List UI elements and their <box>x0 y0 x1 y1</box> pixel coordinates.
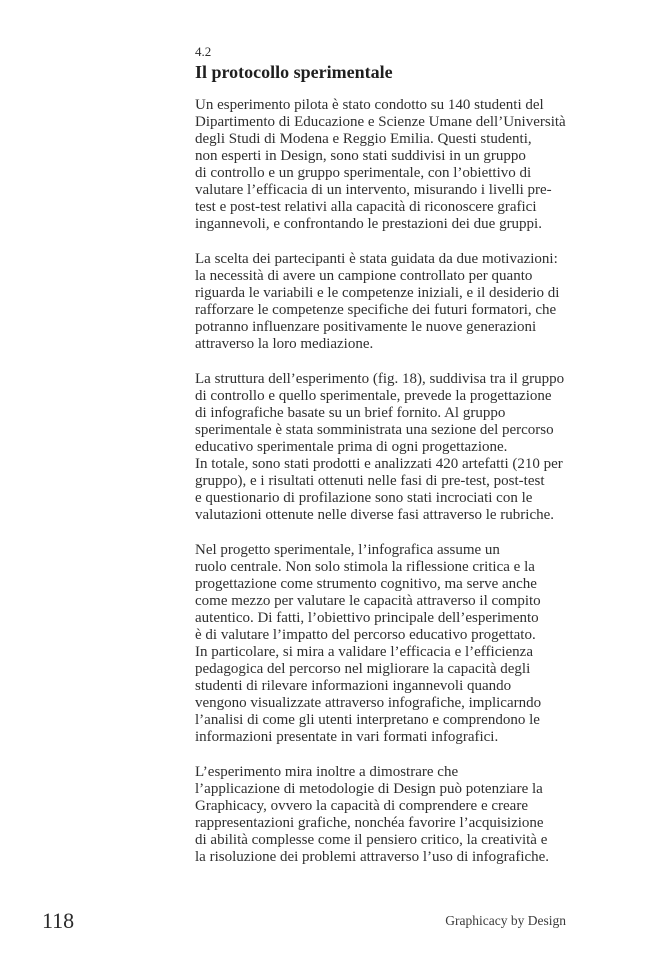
paragraph-line: Dipartimento di Educazione e Scienze Umane dell’Università <box>195 114 566 130</box>
paragraph-line: educativo sperimentale prima di ogni progettazione. <box>195 439 508 455</box>
paragraph-line: pedagogica del percorso nel migliorare la capacità degli <box>195 661 531 677</box>
body-paragraph <box>195 97 566 233</box>
paragraph-line: sperimentale è stata somministrata una sezione del percorso <box>195 422 554 438</box>
paragraph-line: valutare l’efficacia di un intervento, misurando i livelli pre- <box>195 182 552 198</box>
paragraph-line: gruppo), e i risultati ottenuti nelle fasi di pre-test, post-test <box>195 473 545 489</box>
section-number: 4.2 <box>195 44 212 59</box>
body-paragraph <box>195 542 566 746</box>
paragraph-line: progettazione come strumento cognitivo, ma serve anche <box>195 576 537 592</box>
paragraph-line: Nel progetto sperimentale, l’infografica assume un <box>195 542 500 558</box>
paragraph-line: rappresentazioni grafiche, nonchéa favorire l’acquisizione <box>195 815 544 831</box>
running-title: Graphicacy by Design <box>445 913 566 928</box>
paragraph-line: L’esperimento mira inoltre a dimostrare che <box>195 764 459 780</box>
paragraph-line: non esperti in Design, sono stati suddivisi in un gruppo <box>195 148 526 164</box>
paragraph-line: degli Studi di Modena e Reggio Emilia. Questi studenti, <box>195 131 532 147</box>
paragraph-line: potranno influenzare positivamente le nuove generazioni <box>195 319 537 335</box>
body-paragraph <box>195 251 566 353</box>
paragraph-line: Un esperimento pilota è stato condotto su 140 studenti del <box>195 97 544 113</box>
paragraph-line: di controllo e un gruppo sperimentale, con l’obiettivo di <box>195 165 532 181</box>
paragraph-line: è di valutare l’impatto del percorso educativo progettato. <box>195 627 536 643</box>
body-paragraph <box>195 764 566 866</box>
paragraph-line: riguarda le variabili e le competenze iniziali, e il desiderio di <box>195 285 560 301</box>
paragraph-line: ruolo centrale. Non solo stimola la riflessione critica e la <box>195 559 535 575</box>
page-number: 118 <box>42 908 75 933</box>
paragraph-line: l’applicazione di metodologie di Design può potenziare la <box>195 781 543 797</box>
paragraph-line: di infografiche basate su un brief fornito. Al gruppo <box>195 405 506 421</box>
paragraph-line: attraverso la loro mediazione. <box>195 336 374 352</box>
paragraph-line: l’analisi di come gli utenti interpretano e comprendono le <box>195 712 540 728</box>
paragraph-line: rafforzare le competenze specifiche dei futuri formatori, che <box>195 302 557 318</box>
paragraph-line: test e post-test relativi alla capacità di riconoscere grafici <box>195 199 537 215</box>
paragraph-line: come mezzo per valutare le capacità attraverso il compito <box>195 593 541 609</box>
paragraph-line: studenti di rilevare informazioni ingannevoli quando <box>195 678 512 694</box>
section-title: Il protocollo sperimentale <box>195 62 393 82</box>
paragraph-line: Graphicacy, ovvero la capacità di comprendere e creare <box>195 798 528 814</box>
paragraph-line: La struttura dell’esperimento (fig. 18), suddivisa tra il gruppo <box>195 371 565 387</box>
paragraph-line: di abilità complesse come il pensiero critico, la creatività e <box>195 832 548 848</box>
paragraph-line: valutazioni ottenute nelle diverse fasi attraverso le rubriche. <box>195 507 555 523</box>
paragraph-line: di controllo e quello sperimentale, prevede la progettazione <box>195 388 552 404</box>
paragraph-line: informazioni presentate in vari formati infografici. <box>195 729 499 745</box>
paragraph-line: In totale, sono stati prodotti e analizzati 420 artefatti (210 per <box>195 456 563 472</box>
body-paragraph <box>195 371 566 524</box>
paragraph-line: In particolare, si mira a validare l’efficacia e l’efficienza <box>195 644 533 660</box>
paragraph-line: e questionario di profilazione sono stati incrociati con le <box>195 490 533 506</box>
paragraph-line: autentico. Di fatti, l’obiettivo principale dell’esperimento <box>195 610 539 626</box>
paragraph-line: la risoluzione dei problemi attraverso l’uso di infografiche. <box>195 849 550 865</box>
paragraph-line: vengono visualizzate attraverso infografiche, implicarndo <box>195 695 542 711</box>
paragraph-line: la necessità di avere un campione controllato per quanto <box>195 268 533 284</box>
paragraph-line: ingannevoli, e confrontando le prestazioni dei due gruppi. <box>195 216 542 232</box>
body-text <box>195 97 566 884</box>
paragraph-line: La scelta dei partecipanti è stata guidata da due motivazioni: <box>195 251 558 267</box>
